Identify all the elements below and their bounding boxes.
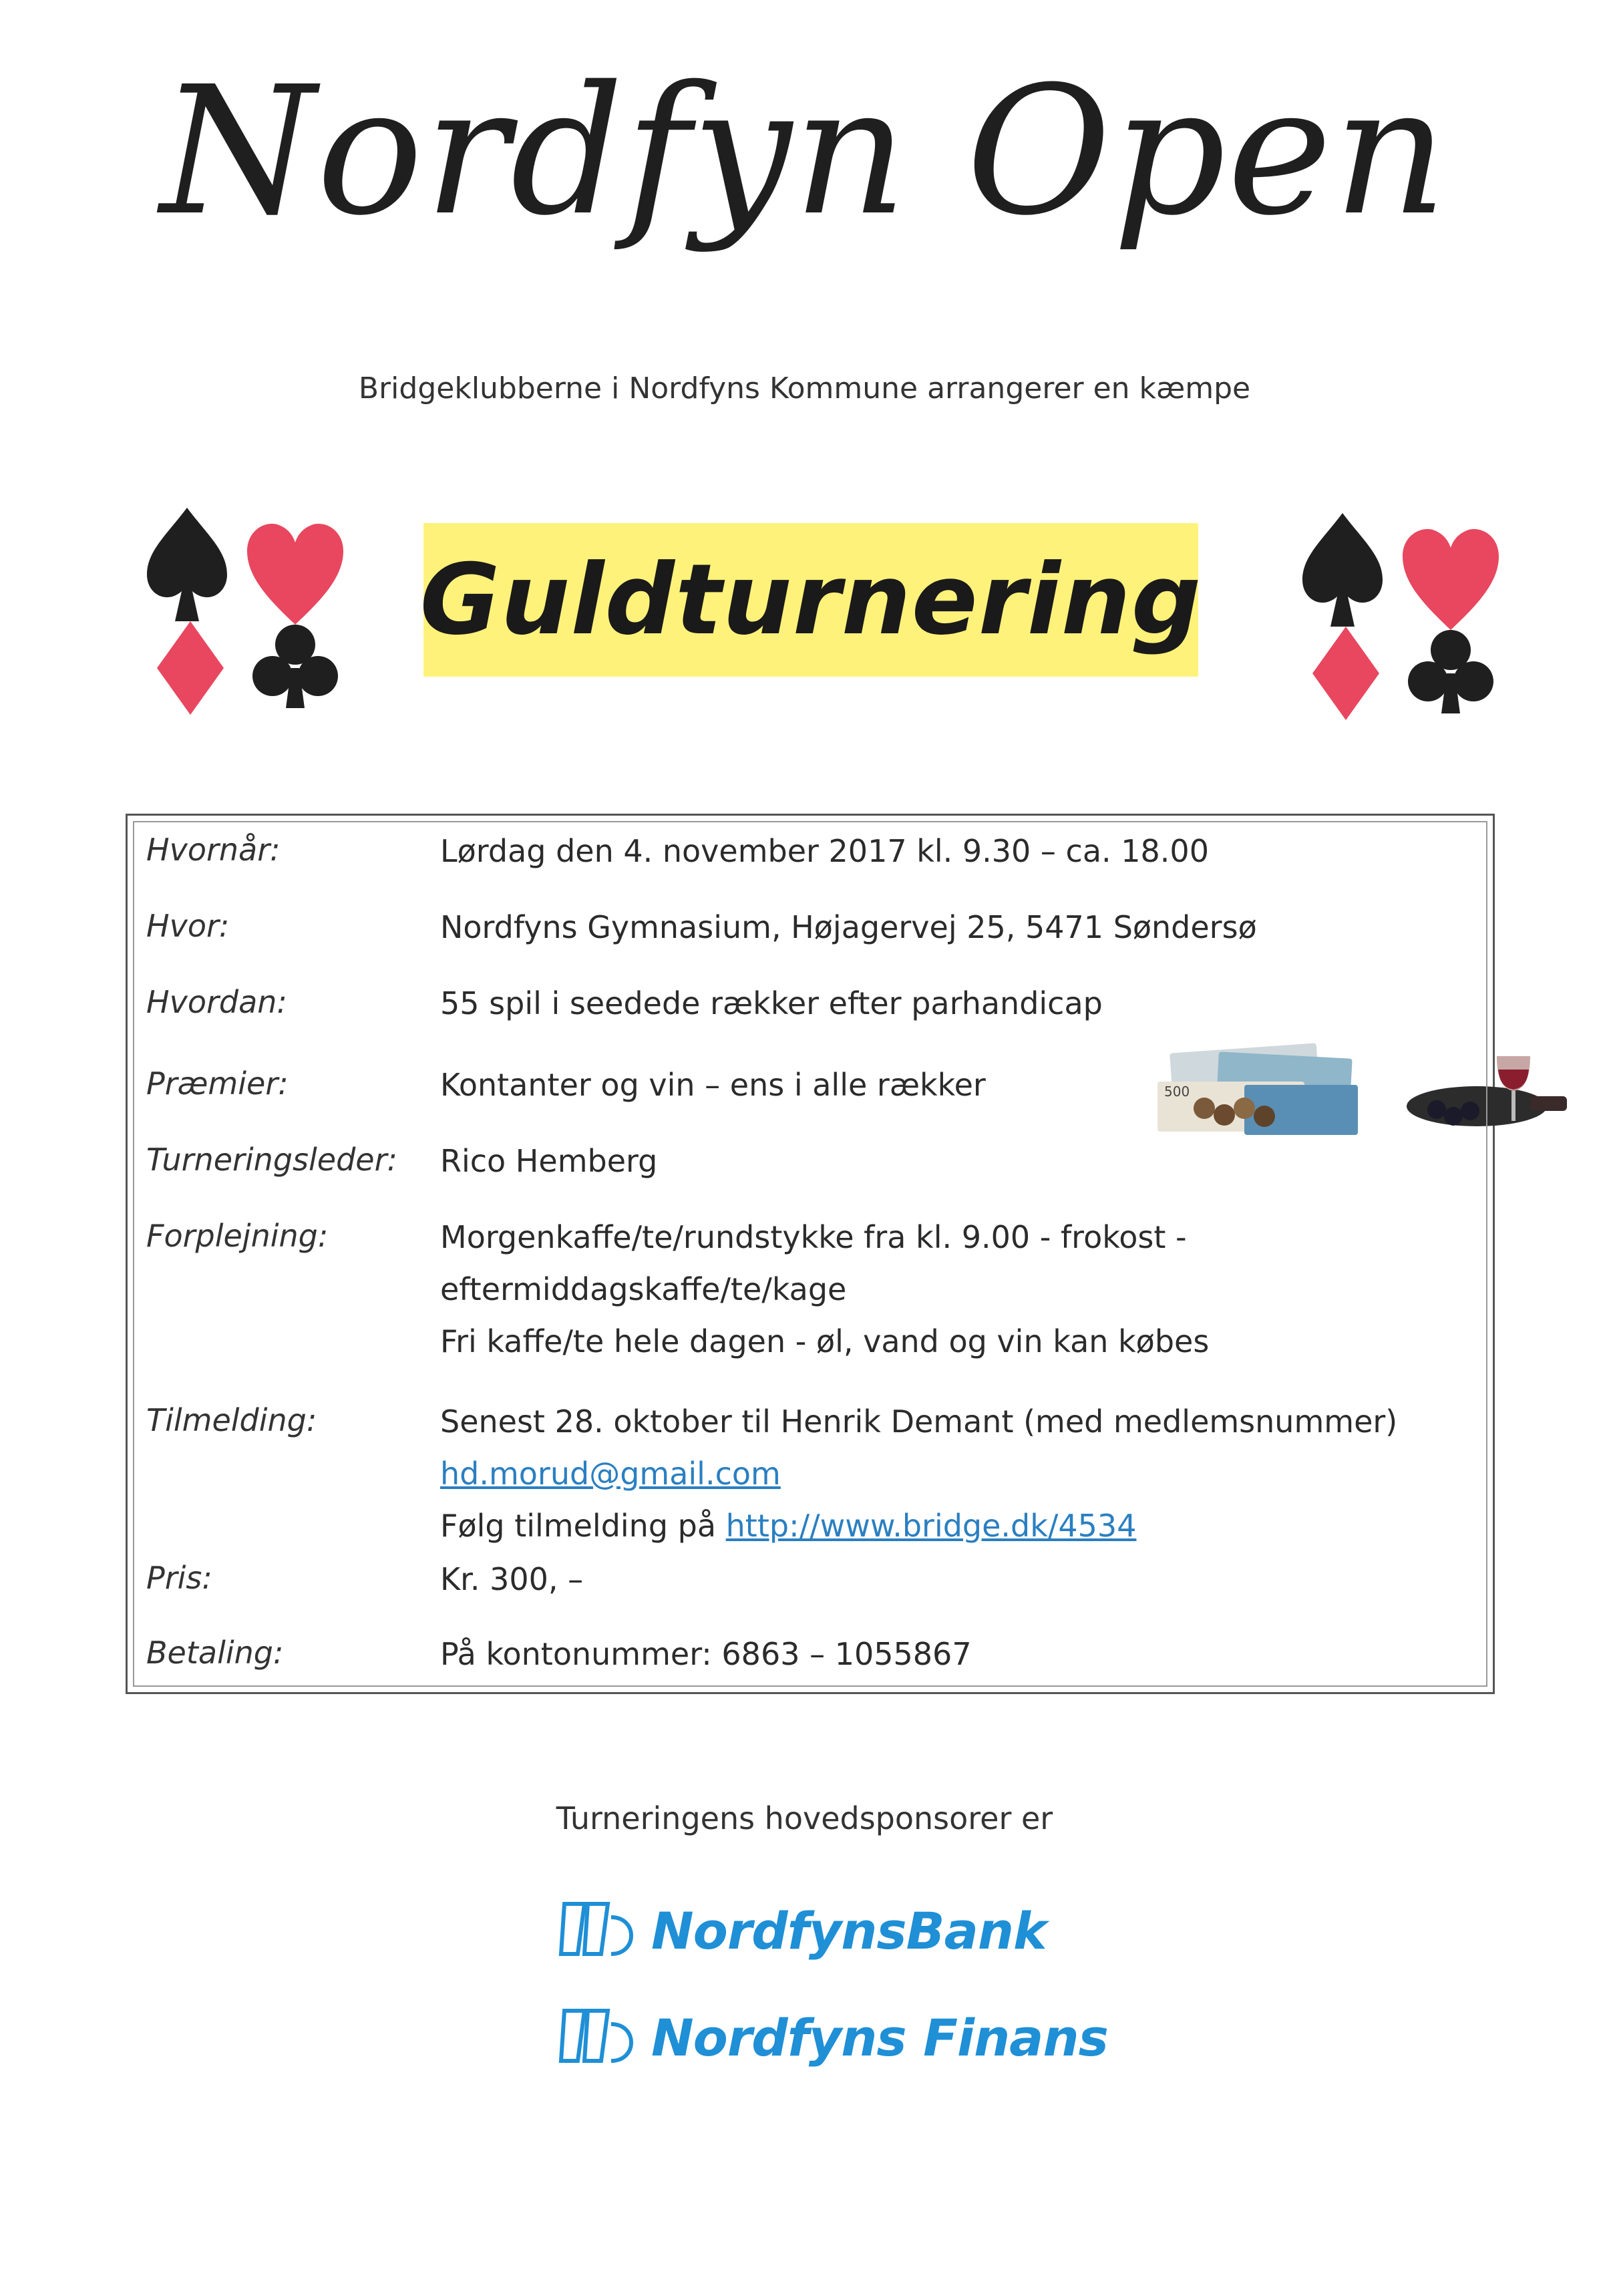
price-label: Pris: [146, 1560, 212, 1596]
when-label: Hvornår: [146, 832, 281, 868]
money-image [1144, 1041, 1365, 1142]
payment-label: Betaling: [146, 1635, 284, 1671]
where-label: Hvor: [146, 908, 230, 944]
leader-value: Rico Hemberg [440, 1143, 658, 1179]
club-icon [252, 625, 338, 708]
sponsor-nordfyns-finans [558, 2001, 1108, 2074]
nordfyns-logo-icon [558, 1897, 645, 1964]
banner-text: Guldturnering [419, 543, 1202, 657]
signup-label: Tilmelding: [146, 1402, 317, 1438]
info-box [126, 814, 1495, 1694]
spade-icon [147, 508, 227, 621]
club-icon [1408, 630, 1493, 713]
how-value: 55 spil i seedede rækker efter parhandicap [440, 985, 1103, 1021]
how-label: Hvordan: [146, 984, 287, 1020]
spade-icon [1302, 513, 1383, 627]
price-value: Kr. 300, – [440, 1561, 584, 1597]
card-suits-left [140, 494, 354, 715]
catering-label: Forplejning: [146, 1218, 329, 1254]
leader-label: Turneringsleder: [146, 1142, 397, 1178]
signup-url-link[interactable]: http://www.bridge.dk/4534 [725, 1508, 1137, 1544]
signup-email-link[interactable]: hd.morud@gmail.com [440, 1456, 781, 1492]
wine-image [1397, 1043, 1570, 1140]
tournament-banner [419, 523, 1202, 677]
payment-value: På kontonummer: 6863 – 1055867 [440, 1636, 972, 1672]
sponsor-intro: Turneringens hovedsponsorer er [556, 1800, 1053, 1836]
prizes-label: Præmier: [146, 1065, 289, 1102]
heart-icon [247, 524, 343, 625]
svg-text:500: 500 [1164, 1084, 1190, 1100]
heart-icon [1403, 529, 1499, 630]
card-suits-right [1296, 500, 1509, 720]
subtitle: Bridgeklubberne i Nordfyns Kommune arrangerer en kæmpe [358, 371, 1251, 405]
page-title: Nordfyn Open [160, 49, 1449, 255]
sponsor-nordfyns-bank [558, 1894, 1047, 1967]
prizes-value: Kontanter og vin – ens i alle rækker [440, 1067, 986, 1103]
sponsor-bank-name: NordfynsBank [651, 1901, 1047, 1961]
where-value: Nordfyns Gymnasium, Højagervej 25, 5471 Søndersø [440, 909, 1257, 945]
nordfyns-logo-icon [558, 2004, 645, 2071]
sponsor-finans-name: Nordfyns Finans [651, 2007, 1108, 2068]
catering-value: Morgenkaffe/te/rundstykke fra kl. 9.00 - frokost - eftermiddagskaffe/te/kage Fri kaffe/te hele dagen - øl, vand og vin kan købes [440, 1219, 1210, 1359]
when-value: Lørdag den 4. november 2017 kl. 9.30 – ca. 18.00 [440, 833, 1209, 869]
signup-value: Senest 28. oktober til Henrik Demant (med medlemsnummer) hd.morud@gmail.com Følg tilmelding på http://www.bridge.dk/4534 [440, 1404, 1398, 1544]
diamond-icon [1312, 627, 1379, 720]
diamond-icon [157, 621, 224, 715]
